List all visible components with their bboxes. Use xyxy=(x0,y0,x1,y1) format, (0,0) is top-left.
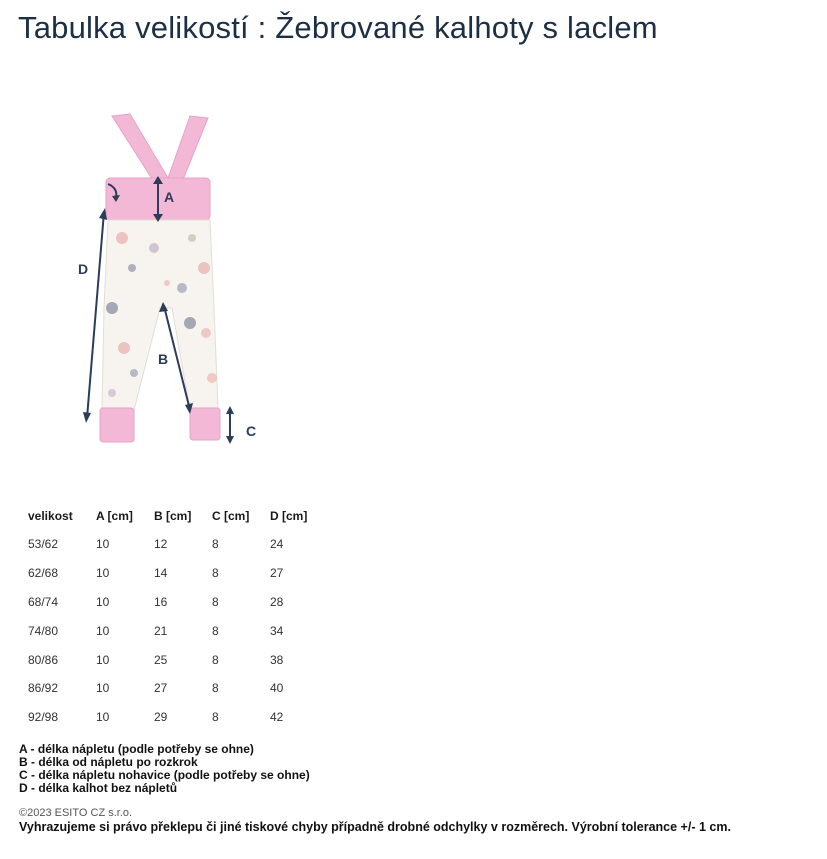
table-cell: 12 xyxy=(154,537,168,552)
disclaimer: Vyhrazujeme si právo překlepu či jiné tiskové chyby případně drobné odchylky v rozměrech. Výrobní tolerance +/- 1 cm. xyxy=(19,820,731,834)
table-row xyxy=(22,674,322,703)
table-cell: 24 xyxy=(270,537,284,552)
dimension-legend xyxy=(19,743,310,795)
legend-item: B - délka od nápletu po rozkrok xyxy=(19,755,198,769)
table-row xyxy=(22,703,322,732)
table-cell: 25 xyxy=(154,652,168,667)
table-cell: 86/92 xyxy=(28,681,59,696)
table-cell: 10 xyxy=(96,652,110,667)
table-cell: 40 xyxy=(270,681,284,696)
table-cell: 10 xyxy=(96,681,110,696)
label-a: A xyxy=(164,189,175,205)
table-cell: 8 xyxy=(212,594,219,609)
size-table xyxy=(22,502,322,732)
table-cell: 68/74 xyxy=(28,594,59,609)
table-row xyxy=(22,645,322,674)
column-header: C [cm] xyxy=(212,509,250,523)
left-cuff xyxy=(100,408,134,442)
table-cell: 8 xyxy=(212,537,219,552)
table-cell: 27 xyxy=(154,681,168,696)
product-illustration xyxy=(72,108,272,453)
right-strap xyxy=(168,116,208,182)
column-header: D [cm] xyxy=(270,509,308,523)
table-cell: 80/86 xyxy=(28,652,59,667)
table-cell: 10 xyxy=(96,537,110,552)
table-cell: 74/80 xyxy=(28,623,59,638)
column-header: B [cm] xyxy=(154,509,192,523)
pants-body xyxy=(102,220,218,410)
table-cell: 8 xyxy=(212,681,219,696)
legend-item: C - délka nápletu nohavice (podle potřeby se ohne) xyxy=(19,768,310,782)
left-strap xyxy=(112,114,168,182)
table-row xyxy=(22,559,322,588)
table-cell: 21 xyxy=(154,623,168,638)
column-header: A [cm] xyxy=(96,509,133,523)
table-row xyxy=(22,530,322,559)
dimension-c-arrow xyxy=(226,406,234,444)
page-title: Tabulka velikostí : Žebrované kalhoty s laclem xyxy=(18,10,658,45)
table-cell: 92/98 xyxy=(28,710,59,725)
table-header-row xyxy=(22,502,322,530)
table-cell: 29 xyxy=(154,710,168,725)
table-cell: 16 xyxy=(154,594,168,609)
table-cell: 53/62 xyxy=(28,537,59,552)
table-cell: 8 xyxy=(212,652,219,667)
legend-item: D - délka kalhot bez nápletů xyxy=(19,781,178,795)
table-row xyxy=(22,588,322,617)
table-cell: 34 xyxy=(270,623,284,638)
right-cuff xyxy=(190,408,220,440)
label-d: D xyxy=(78,261,89,277)
column-header: velikost xyxy=(28,509,73,523)
table-cell: 27 xyxy=(270,566,284,581)
copyright: ©2023 ESITO CZ s.r.o. xyxy=(19,807,133,819)
table-cell: 10 xyxy=(96,710,110,725)
table-cell: 8 xyxy=(212,623,219,638)
overalls-drawing xyxy=(72,108,272,453)
table-row xyxy=(22,616,322,645)
table-cell: 14 xyxy=(154,566,168,581)
table-cell: 10 xyxy=(96,623,110,638)
table-cell: 62/68 xyxy=(28,566,59,581)
label-b: B xyxy=(158,351,169,367)
legend-item: A - délka nápletu (podle potřeby se ohne) xyxy=(19,742,254,756)
table-cell: 42 xyxy=(270,710,284,725)
table-cell: 38 xyxy=(270,652,284,667)
label-c: C xyxy=(246,423,257,439)
table-cell: 8 xyxy=(212,710,219,725)
table-cell: 10 xyxy=(96,594,110,609)
table-cell: 10 xyxy=(96,566,110,581)
table-cell: 8 xyxy=(212,566,219,581)
table-cell: 28 xyxy=(270,594,284,609)
